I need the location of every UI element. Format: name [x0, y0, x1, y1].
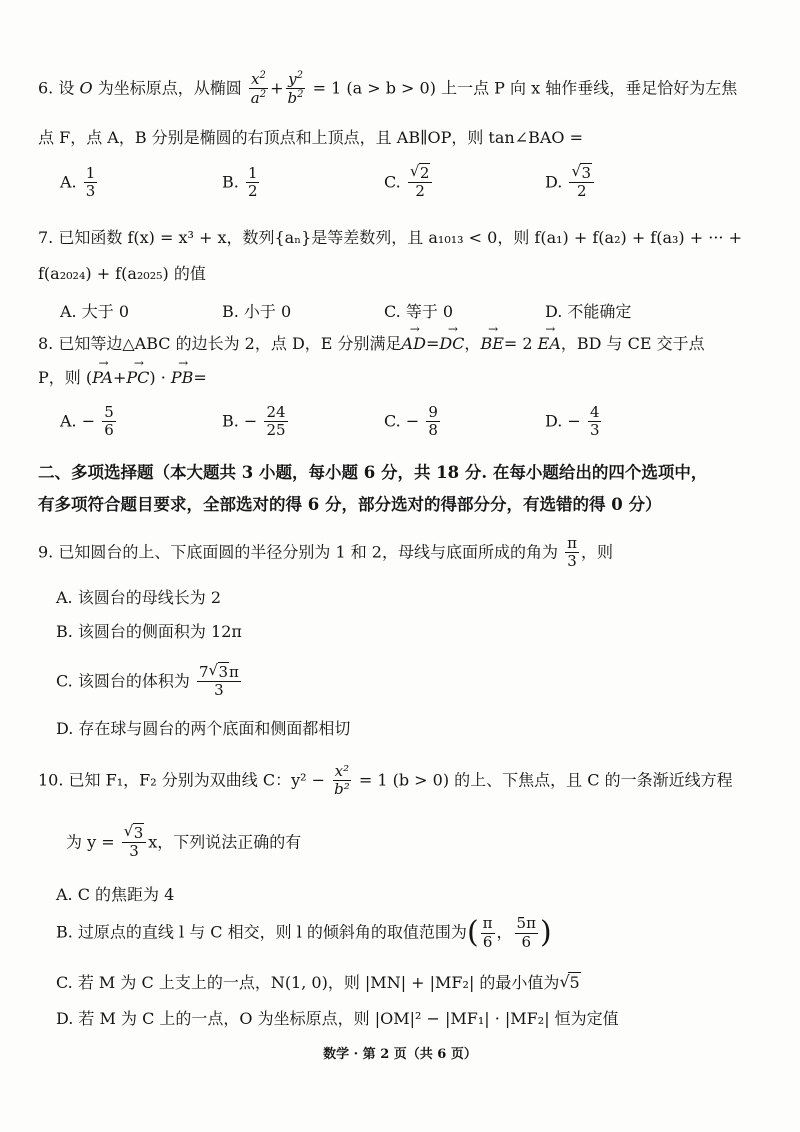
ellipse-y-term: $\frac{y^2}{b^2}$ [287, 70, 304, 108]
q6-option-d[interactable]: D. √ $\frac{3}{2}$ [545, 165, 596, 201]
q10-option-a[interactable]: A. C 的焦距为 4 [56, 885, 175, 904]
q9-option-a[interactable]: A. 该圆台的母线长为 2 [56, 588, 221, 607]
q6-line-2: 点 F，点 A，B 分别是椭圆的右顶点和上顶点，且 AB∥OP，则 tan∠BAO = [38, 128, 584, 147]
q8-option-a[interactable]: A. − $\frac{5}{6}$ [60, 403, 114, 440]
q7-option-d[interactable]: D. 不能确定 [545, 302, 632, 321]
q6-option-a[interactable]: A. $\frac{1}{3}$ [60, 164, 96, 201]
open-paren: ( [466, 915, 479, 950]
q8-option-b[interactable]: B. − $\frac{24}{25}$ [222, 403, 286, 440]
q8-option-d[interactable]: D. − $\frac{4}{3}$ [545, 403, 600, 440]
q6-option-b[interactable]: B. $\frac{1}{2}$ [222, 164, 258, 201]
q10-stem-line-2: 为 y = √ $\frac{3}{3}$ x，下列说法正确的有 [66, 825, 301, 861]
q6-option-c[interactable]: C. √ $\frac{2}{2}$ [384, 165, 434, 201]
q7-line-2: f(a₂₀₂₄) + f(a₂₀₂₅) 的值 [38, 264, 206, 283]
q7-option-c[interactable]: C. 等于 0 [384, 302, 454, 321]
q9-stem: 9. 已知圆台的上、下底面圆的半径分别为 1 和 2，母线与底面所成的角为 $\frac{\pi}{3}$ ，则 [38, 534, 613, 571]
q7-option-b[interactable]: B. 小于 0 [222, 302, 292, 321]
q10-stem-line-1: 10. 已知 F₁，F₂ 分别为双曲线 C：y² − $\frac{\text{x²}}{\text{b²}}$ = 1 (b > 0) 的上、下焦点，且 C 的一条渐近线方程 [38, 762, 733, 799]
q6-line-1: 6. 设 O 为坐标原点，从椭圆 $\frac{x^2}{a^2}$ + $\frac{y^2}{b^2}$ = 1 (a > b > 0) 上一点 P 向 x 轴作垂线，垂足恰好为左焦 [38, 70, 738, 108]
q9-option-d[interactable]: D. 存在球与圆台的两个底面和侧面都相切 [56, 719, 351, 738]
close-paren: ) [539, 915, 552, 950]
q8-option-c[interactable]: C. − $\frac{9}{8}$ [384, 403, 438, 440]
q9-option-b[interactable]: B. 该圆台的侧面积为 12π [56, 622, 242, 641]
q8-line-1: 8. 已知等边△ABC 的边长为 2，点 D，E 分别满足AD →=DC →，BE →= 2 EA →，BD 与 CE 交于点 [38, 334, 705, 353]
section-2-header-line-1: 二、多项选择题（本大题共 3 小题，每小题 6 分，共 18 分. 在每小题给出的四个选项中， [38, 463, 708, 482]
q7-line-1: 7. 已知函数 f(x) = x³ + x，数列{aₙ}是等差数列，且 a₁₀₁₃ < 0，则 f(a₁) + f(a₂) + f(a₃) + ··· + [38, 228, 742, 247]
q10-option-b[interactable]: B. 过原点的直线 l 与 C 相交，则 l 的倾斜角的取值范围为( $\frac{\pi}{6}$ ， $\frac{5\pi}{6}$ ) [56, 914, 552, 951]
q10-option-c[interactable]: C. 若 M 为 C 上支上的一点，N(1, 0)，则 |MN| + |MF₂| 的最小值为√ 5 [56, 973, 581, 992]
q9-option-c[interactable]: C. 该圆台的体积为 $\frac{7√ 3\pi}{3}$ [56, 664, 243, 700]
q7-option-a[interactable]: A. 大于 0 [60, 302, 129, 321]
ellipse-x-term: $\frac{x^2}{a^2}$ [250, 70, 267, 108]
section-2-header-line-2: 有多项符合题目要求，全部选对的得 6 分，部分选对的得部分分，有选错的得 0 分） [38, 495, 662, 514]
q8-line-2: P，则 (PA →+PC →) · PB →= [38, 368, 207, 387]
q10-option-d[interactable]: D. 若 M 为 C 上的一点，O 为坐标原点，则 |OM|² − |MF₁| · |MF₂| 恒为定值 [56, 1009, 619, 1028]
page-footer: 数学 · 第 2 页（共 6 页） [323, 1047, 477, 1062]
